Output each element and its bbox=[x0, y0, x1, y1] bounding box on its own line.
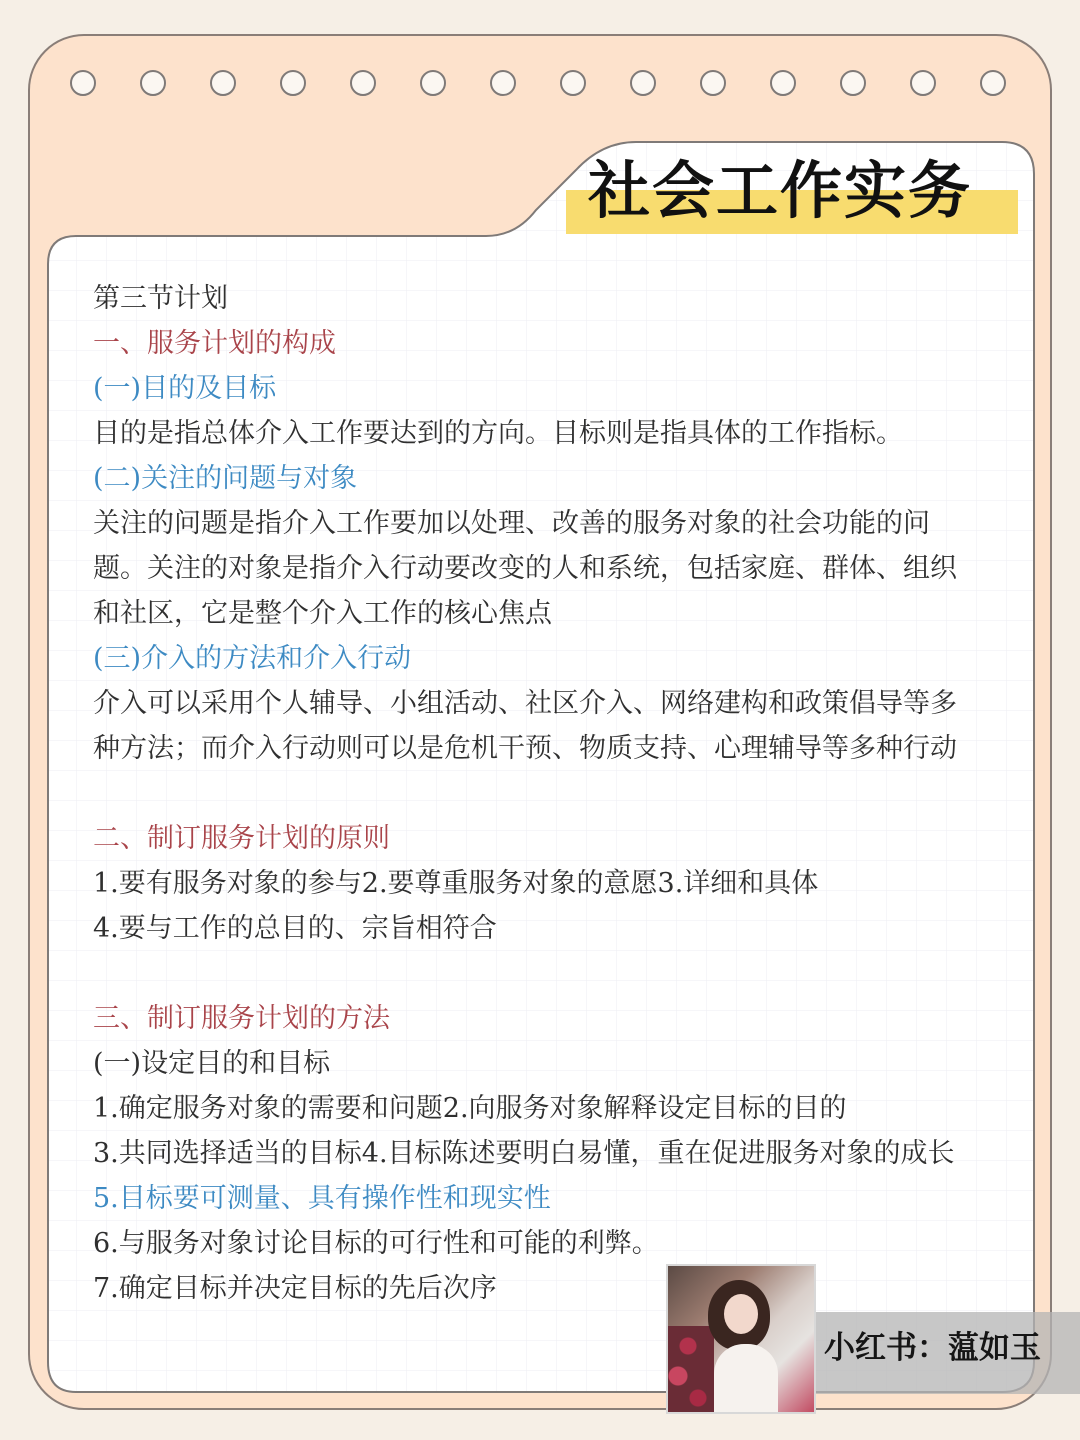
part1-sub1-text: 目的是指总体介入工作要达到的方向。目标则是指具体的工作指标。 bbox=[93, 418, 903, 449]
binder-ring bbox=[280, 70, 306, 96]
binder-ring bbox=[630, 70, 656, 96]
binder-ring bbox=[490, 70, 516, 96]
part1-sub3-line1: 介入可以采用个人辅导、小组活动、社区介入、网络建构和政策倡导等多 bbox=[93, 688, 957, 719]
binder-ring bbox=[840, 70, 866, 96]
part1-sub2-heading: (二)关注的问题与对象 bbox=[93, 463, 358, 494]
avatar-face bbox=[724, 1294, 758, 1334]
part1-sub3-line2: 种方法；而介入行动则可以是危机干预、物质支持、心理辅导等多种行动 bbox=[93, 733, 957, 764]
binder-ring bbox=[350, 70, 376, 96]
binder-ring bbox=[420, 70, 446, 96]
binder-ring bbox=[910, 70, 936, 96]
part1-sub2-line3: 和社区，它是整个介入工作的核心焦点 bbox=[93, 598, 552, 629]
spacer bbox=[93, 771, 993, 816]
binder-ring bbox=[700, 70, 726, 96]
section-title: 第三节计划 bbox=[93, 283, 228, 314]
spacer bbox=[93, 951, 993, 996]
flowers-decoration bbox=[668, 1326, 714, 1414]
binder-ring bbox=[770, 70, 796, 96]
part3-line2: 3.共同选择适当的目标4.目标陈述要明白易懂，重在促进服务对象的成长 bbox=[93, 1138, 955, 1169]
part3-line5: 7.确定目标并决定目标的先后次序 bbox=[93, 1273, 497, 1304]
part3-sub1: (一)设定目的和目标 bbox=[93, 1048, 331, 1079]
part3-line3: 5.目标要可测量、具有操作性和现实性 bbox=[93, 1183, 551, 1214]
part1-heading: 一、服务计划的构成 bbox=[93, 328, 336, 359]
part1-sub2-line2: 题。关注的对象是指介入行动要改变的人和系统，包括家庭、群体、组织 bbox=[93, 553, 957, 584]
part1-sub2-line1: 关注的问题是指介入工作要加以处理、改善的服务对象的社会功能的问 bbox=[93, 508, 930, 539]
part2-line2: 4.要与工作的总目的、宗旨相符合 bbox=[93, 913, 497, 944]
part2-line1: 1.要有服务对象的参与2.要尊重服务对象的意愿3.详细和具体 bbox=[93, 868, 819, 899]
notes-content bbox=[93, 276, 993, 1311]
part3-heading: 三、制订服务计划的方法 bbox=[93, 1003, 390, 1034]
watermark-text: 小红书：蕰如玉 bbox=[824, 1330, 1041, 1366]
binder-ring bbox=[560, 70, 586, 96]
watermark bbox=[666, 1264, 1080, 1420]
title-block bbox=[566, 156, 1022, 236]
binder-rings bbox=[56, 70, 1026, 102]
binder-ring bbox=[980, 70, 1006, 96]
avatar-dress bbox=[714, 1344, 778, 1414]
part1-sub1-heading: (一)目的及目标 bbox=[93, 373, 277, 404]
part2-heading: 二、制订服务计划的原则 bbox=[93, 823, 390, 854]
part3-line4: 6.与服务对象讨论目标的可行性和可能的利弊。 bbox=[93, 1228, 659, 1259]
binder-ring bbox=[210, 70, 236, 96]
part3-line1: 1.确定服务对象的需要和问题2.向服务对象解释设定目标的目的 bbox=[93, 1093, 847, 1124]
part1-sub3-heading: (三)介入的方法和介入行动 bbox=[93, 643, 412, 674]
binder-ring bbox=[70, 70, 96, 96]
avatar bbox=[666, 1264, 816, 1414]
page-title: 社会工作实务 bbox=[588, 154, 973, 227]
binder-ring bbox=[140, 70, 166, 96]
